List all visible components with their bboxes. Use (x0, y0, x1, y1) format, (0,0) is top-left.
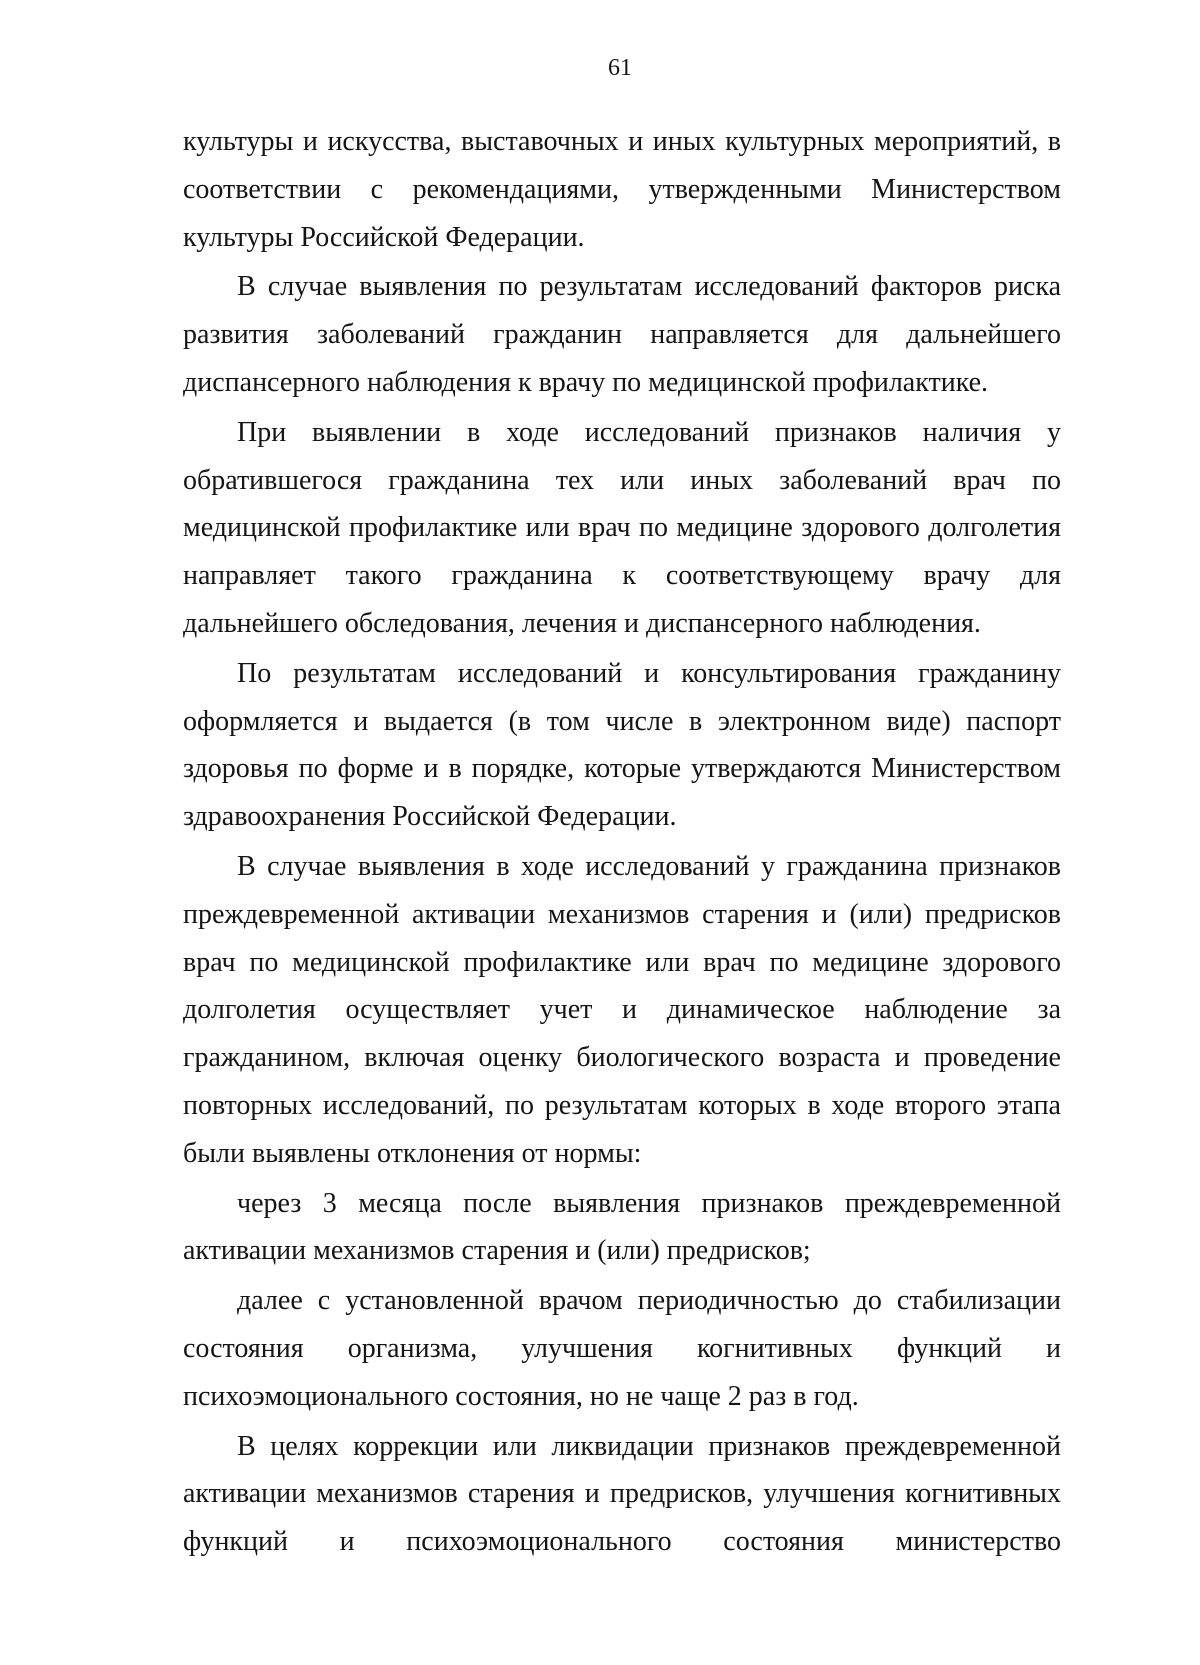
text-line: В случае выявления по результатам исследований факторов риска (237, 271, 1061, 303)
text-line: психоэмоционального состояния, но не чаще 2 раз в год. (183, 1380, 859, 1412)
text-line: медицинской профилактике или врач по медицине здорового долголетия (183, 512, 1061, 544)
paragraph (183, 118, 1061, 261)
paragraph (183, 650, 1061, 841)
text-line: через 3 месяца после выявления признаков преждевременной (237, 1187, 1061, 1219)
text-line: функций и психоэмоционального состояния министерство (183, 1526, 1061, 1558)
text-line: В целях коррекции или ликвидации признаков преждевременной (237, 1430, 1061, 1462)
text-line: оформляется и выдается (в том числе в электронном виде) паспорт (183, 705, 1061, 737)
text-line: долголетия осуществляет учет и динамическое наблюдение за (183, 994, 1061, 1026)
document-body (183, 118, 1061, 1566)
text-line: здравоохранения Российской Федерации. (183, 801, 677, 833)
text-line: далее с установленной врачом периодичностью до стабилизации (237, 1285, 1061, 1317)
paragraph (183, 409, 1061, 648)
text-line: культуры Российской Федерации. (183, 221, 585, 253)
text-line: По результатам исследований и консультирования гражданину (237, 657, 1061, 689)
paragraph (183, 1277, 1061, 1420)
text-line: активации механизмов старения и предрисков, улучшения когнитивных (183, 1478, 1061, 1510)
paragraph (183, 843, 1061, 1178)
text-line: развития заболеваний гражданин направляется для дальнейшего (183, 319, 1061, 351)
text-line: активации механизмов старения и (или) предрисков; (183, 1235, 811, 1267)
text-line: гражданином, включая оценку биологического возраста и проведение (183, 1042, 1061, 1074)
text-line: В случае выявления в ходе исследований у гражданина признаков (237, 850, 1061, 882)
text-line: здоровья по форме и в порядке, которые утверждаются Министерством (183, 753, 1061, 785)
paragraph (183, 1180, 1061, 1276)
text-line: диспансерного наблюдения к врачу по медицинской профилактике. (183, 366, 989, 398)
text-line: состояния организма, улучшения когнитивных функций и (183, 1332, 1061, 1364)
text-line: При выявлении в ходе исследований признаков наличия у (237, 416, 1061, 448)
text-line: врач по медицинской профилактике или врач по медицине здорового (183, 946, 1061, 978)
text-line: направляет такого гражданина к соответствующему врачу для (183, 560, 1061, 592)
text-line: были выявлены отклонения от нормы: (183, 1137, 642, 1169)
text-line: соответствии с рекомендациями, утвержденными Министерством (183, 173, 1061, 205)
text-line: дальнейшего обследования, лечения и диспансерного наблюдения. (183, 607, 981, 639)
paragraph (183, 263, 1061, 406)
text-line: повторных исследований, по результатам которых в ходе второго этапа (183, 1089, 1061, 1121)
page-number: 61 (608, 55, 632, 81)
text-line: культуры и искусства, выставочных и иных культурных мероприятий, в (183, 126, 1061, 157)
text-line: преждевременной активации механизмов старения и (или) предрисков (183, 898, 1061, 930)
paragraph (183, 1423, 1061, 1566)
text-line: обратившегося гражданина тех или иных заболеваний врач по (183, 464, 1061, 496)
